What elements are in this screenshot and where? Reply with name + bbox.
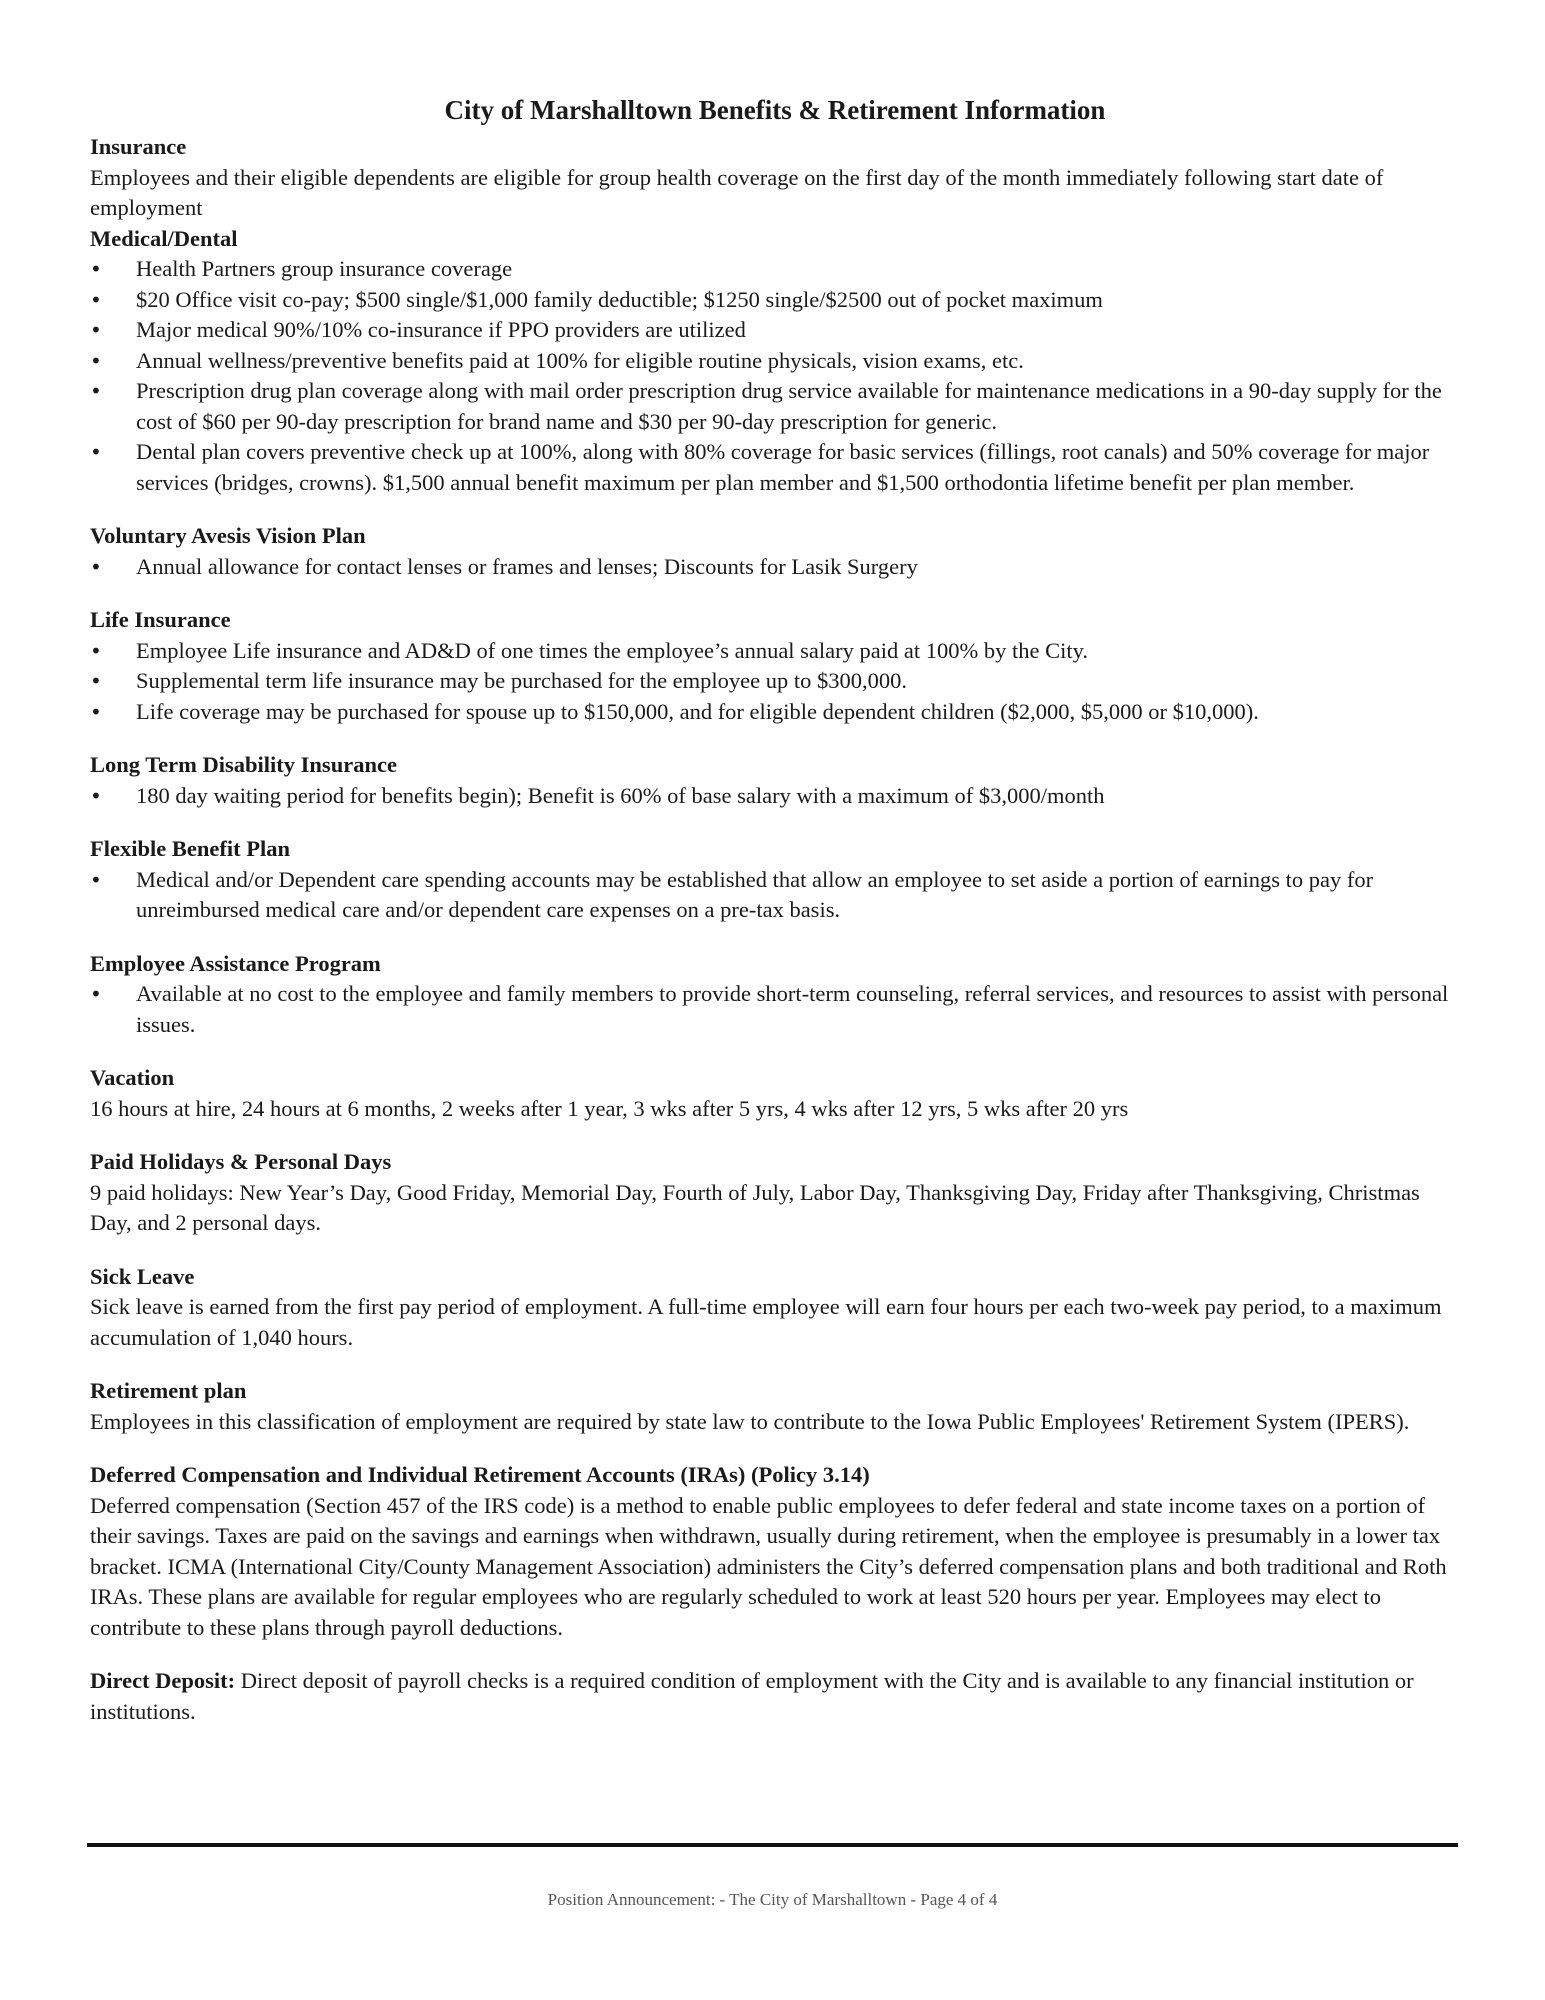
section-heading: Life Insurance — [90, 607, 231, 632]
section-paid-holidays — [90, 1147, 1460, 1239]
section-heading: Deferred Compensation and Individual Retirement Accounts (IRAs) (Policy 3.14) — [90, 1462, 870, 1487]
section-heading: Direct Deposit: — [90, 1668, 236, 1693]
bullet-list — [90, 979, 1460, 1040]
page-title: City of Marshalltown Benefits & Retirement Information — [444, 95, 1106, 125]
list-item: • $20 Office visit co-pay; $500 single/$1,000 family deductible; $1250 single/$2500 out of pocket maximum — [90, 285, 1460, 316]
section-heading: Voluntary Avesis Vision Plan — [90, 523, 366, 548]
section-heading: Paid Holidays & Personal Days — [90, 1149, 392, 1174]
section-heading: Medical/Dental — [90, 225, 238, 251]
list-item: • Employee Life insurance and AD&D of one times the employee’s annual salary paid at 100% by the City. — [90, 636, 1460, 667]
section-heading: Long Term Disability Insurance — [90, 752, 397, 777]
section-medical-dental — [90, 224, 1460, 499]
list-item: • Annual allowance for contact lenses or frames and lenses; Discounts for Lasik Surgery — [90, 552, 1460, 583]
list-item: • Annual wellness/preventive benefits paid at 100% for eligible routine physicals, vision exams, etc. — [90, 346, 1460, 377]
bullet-list — [90, 552, 1460, 583]
list-item: • Dental plan covers preventive check up at 100%, along with 80% coverage for basic services (fillings, root canals) and 50% coverage for major services (bridges, crowns). $1,500 annual benefit maximum per plan member and $1,500 orthodontia lifetime benefit per plan member. — [90, 437, 1460, 498]
section-heading: Employee Assistance Program — [90, 950, 381, 976]
section-text: Employees and their eligible dependents are eligible for group health coverage on the first day of the month immediately following start date of employment — [90, 164, 1384, 220]
list-item: • 180 day waiting period for benefits begin); Benefit is 60% of base salary with a maximum of $3,000/month — [90, 781, 1460, 812]
section-heading: Retirement plan — [90, 1378, 247, 1403]
section-text: 9 paid holidays: New Year’s Day, Good Friday, Memorial Day, Fourth of July, Labor Day, Thanksgiving Day, Friday after Thanksgiving, Christmas Day, and 2 personal days. — [90, 1179, 1420, 1235]
section-text: Deferred compensation (Section 457 of the IRS code) is a method to enable public employees to defer federal and state income taxes on a portion of their savings. Taxes are paid on the savings and earnings when withdrawn, usually during retirement, when the employee is presumably in a lower tax bracket. ICMA (International City/County Management Association) administers the City’s deferred compensation plans and both traditional and Roth IRAs. These plans are available for regular employees who are regularly scheduled to work at least 520 hours per year. Employees may elect to contribute to these plans through payroll deductions. — [90, 1492, 1447, 1640]
list-item: • Major medical 90%/10% co-insurance if PPO providers are utilized — [90, 315, 1460, 346]
section-flexible-benefit — [90, 834, 1460, 926]
section-long-term-disability — [90, 750, 1460, 811]
direct-deposit-text: Direct deposit of payroll checks is a required condition of employment with the City and is available to any financial institution or institutions. — [90, 1668, 1414, 1724]
section-life-insurance — [90, 605, 1460, 727]
section-insurance — [90, 132, 1460, 224]
bullet-list — [90, 865, 1460, 926]
section-heading: Flexible Benefit Plan — [90, 836, 290, 861]
section-sick-leave — [90, 1262, 1460, 1354]
section-heading: Insurance — [90, 134, 187, 159]
section-direct-deposit — [90, 1666, 1460, 1727]
bullet-list — [90, 254, 1460, 498]
section-retirement-plan — [90, 1376, 1460, 1437]
section-vision — [90, 521, 1460, 582]
page-footer: Position Announcement: - The City of Marshalltown - Page 4 of 4 — [547, 1890, 998, 1909]
list-item: • Medical and/or Dependent care spending accounts may be established that allow an employee to set aside a portion of earnings to pay for unreimbursed medical care and/or dependent care expenses on a pre-tax basis. — [90, 865, 1460, 926]
section-heading: Vacation — [90, 1065, 175, 1090]
list-item: • Supplemental term life insurance may be purchased for the employee up to $300,000. — [90, 666, 1460, 697]
footer-divider — [87, 1843, 1458, 1847]
bullet-list — [90, 636, 1460, 728]
list-item: • Life coverage may be purchased for spouse up to $150,000, and for eligible dependent children ($2,000, $5,000 or $10,000). — [90, 697, 1460, 728]
section-deferred-compensation — [90, 1460, 1460, 1643]
bullet-list — [90, 781, 1460, 812]
section-text: Employees in this classification of employment are required by state law to contribute to the Iowa Public Employees' Retirement System (IPERS). — [90, 1408, 1410, 1434]
section-vacation — [90, 1063, 1460, 1124]
document-body — [90, 92, 1460, 1727]
section-text: Sick leave is earned from the first pay period of employment. A full-time employee will earn four hours per each two-week pay period, to a maximum accumulation of 1,040 hours. — [90, 1294, 1442, 1350]
section-text — [90, 1666, 1460, 1727]
list-item: • Health Partners group insurance coverage — [90, 254, 1460, 285]
section-heading: Sick Leave — [90, 1263, 195, 1289]
list-item: • Available at no cost to the employee and family members to provide short-term counseling, referral services, and resources to assist with personal issues. — [90, 979, 1460, 1040]
section-employee-assistance — [90, 949, 1460, 1041]
section-text: 16 hours at hire, 24 hours at 6 months, 2 weeks after 1 year, 3 wks after 5 yrs, 4 wks after 12 yrs, 5 wks after 20 yrs — [90, 1095, 1129, 1121]
list-item: • Prescription drug plan coverage along with mail order prescription drug service available for maintenance medications in a 90-day supply for the cost of $60 per 90-day prescription for brand name and $30 per 90-day prescription for generic. — [90, 376, 1460, 437]
